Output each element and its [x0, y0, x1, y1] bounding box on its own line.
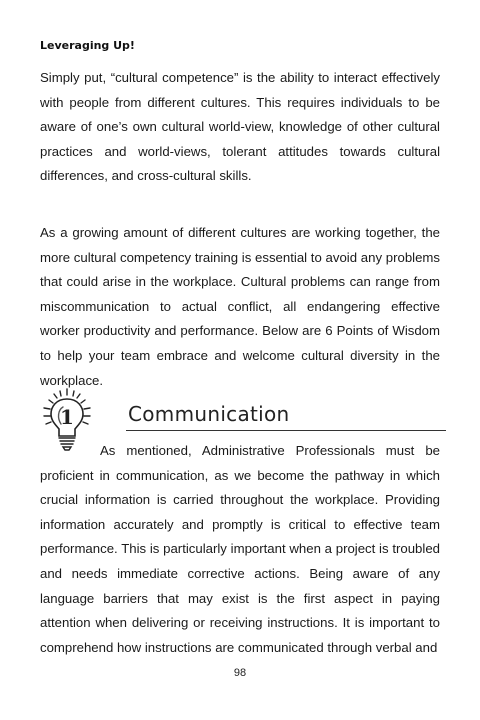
paragraph-communication: As mentioned, Administrative Professionals must be proficient in communication, as we become the pathway in which crucial information is carried throughout the workplace. Providing information accurately and promptly is critical to effective team performance. This is particularly important when a project is troubled and needs immediate corrective actions. Being aware of any language barriers that may exist is the first aspect in paying attention when delivering or receiving instructions. It is important to comprehend how instructions are communicated through verbal and [40, 443, 440, 655]
paragraph-intro: Simply put, “cultural competence” is the ability to interact effectively with people from different cultures. This requires individuals to be aware of one’s own cultural world-view, knowledge of other cultural practices and world-views, tolerant attitudes towards cultural differences, and cross-cultural skills. [40, 70, 440, 184]
page-number: 98 [233, 667, 247, 679]
title-underline [126, 430, 446, 431]
section-title: Communication [128, 402, 290, 426]
paragraph-context: As a growing amount of different cultures are working together, the more cultural competency training is essential to avoid any problems that could arise in the workplace. Cultural problems can range from miscommunication to actual conflict, all endangering effective worker productivity and performance. Below are 6 Points of Wisdom to help your team embrace and welcome cultural diversity in the workplace. [40, 225, 440, 388]
icon-numeral: 1 [60, 405, 74, 429]
running-head: Leveraging Up! [40, 39, 135, 52]
